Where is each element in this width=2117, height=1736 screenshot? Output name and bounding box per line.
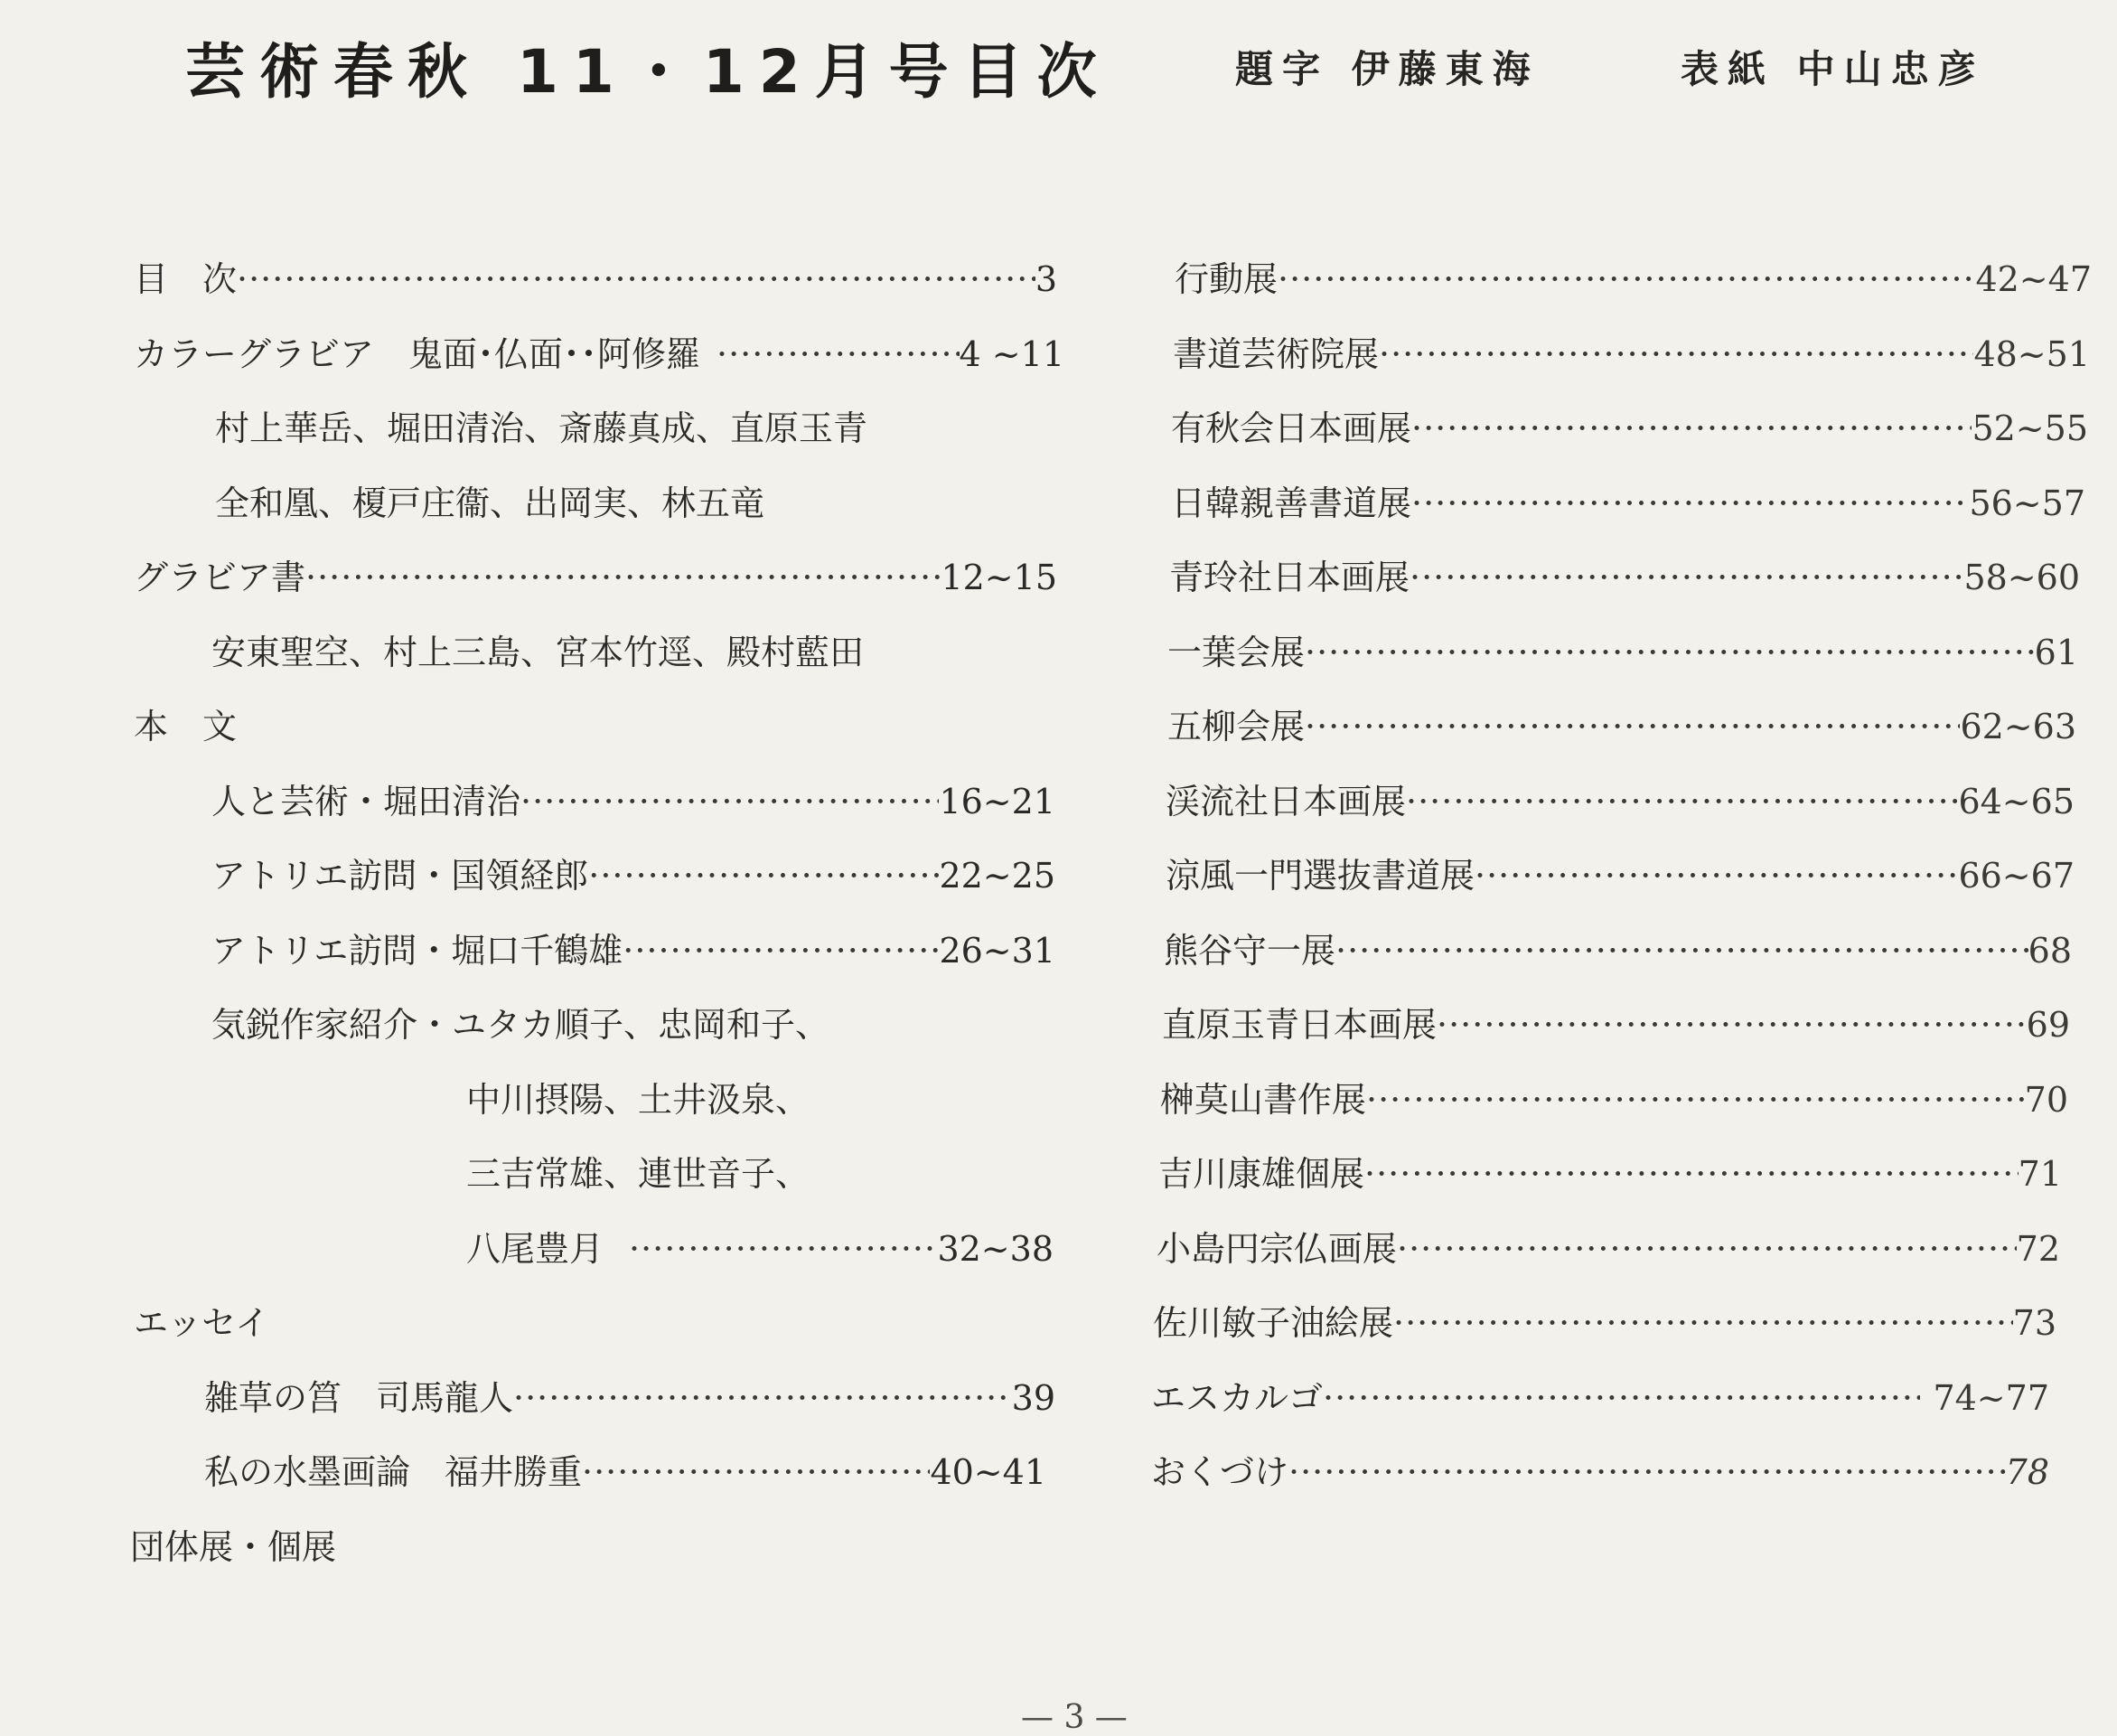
entry-page: 40~41 (930, 1452, 1046, 1492)
entry-page: 48~51 (1973, 333, 2090, 374)
toc-entry (134, 391, 1073, 466)
dot-leader (513, 1374, 1012, 1422)
entry-page: 26~31 (939, 930, 1055, 971)
toc-entry (1151, 1435, 2092, 1510)
toc-entry (1157, 765, 2092, 840)
dot-leader (1411, 479, 1969, 528)
dot-leader (1364, 1150, 2019, 1198)
entry-page: 32~38 (937, 1228, 1054, 1269)
entry-title: グラビア書 (134, 558, 306, 597)
entry-page: 42~47 (1975, 259, 2092, 299)
entry-page: 39 (1011, 1377, 1055, 1418)
dot-leader (629, 1225, 937, 1273)
entry-title: 榊莫山書作展 (1160, 1079, 1367, 1120)
entry-title: おくづけ (1151, 1452, 1289, 1492)
entry-title: 吉川康雄個展 (1158, 1154, 1365, 1194)
right-column (1151, 242, 2092, 1510)
entry-title: 安東聖空、村上三島、宮本竹逕、殿村藍田 (211, 632, 865, 672)
dot-leader (1437, 1000, 2027, 1049)
entry-title: カラーグラビア 鬼面･仏面･･阿修羅 (134, 333, 701, 374)
dot-leader (1278, 255, 1975, 304)
toc-entry (134, 1063, 1073, 1138)
entry-title: 気鋭作家紹介・ユタカ順子、忠岡和子、 (211, 1005, 830, 1045)
dot-leader (582, 1448, 930, 1497)
entry-title: 雑草の筥 司馬龍人 (204, 1377, 514, 1418)
toc-entry (1157, 914, 2092, 989)
section-title: 団体展・個展 (130, 1526, 337, 1567)
toc-entry (134, 540, 1073, 615)
entry-page: 70 (2024, 1079, 2068, 1120)
entry-page: 74~77 (1933, 1377, 2049, 1418)
entry-title: 村上華岳、堀田清治、斎藤真成、直原玉青 (215, 408, 868, 448)
toc-entry (134, 466, 1073, 541)
entry-page: 73 (2012, 1303, 2056, 1343)
entry-title: 人と芸術・堀田清治 (211, 781, 521, 821)
toc-entry (1157, 690, 2092, 765)
entry-page: 12~15 (941, 558, 1057, 597)
toc-entry (134, 988, 1073, 1063)
entry-page: 62~63 (1960, 707, 2076, 746)
toc-entry (134, 615, 1073, 690)
dot-leader (305, 553, 941, 602)
toc-entry (1157, 391, 2092, 466)
entry-page: 4 ~11 (959, 333, 1064, 374)
toc-entry (1157, 466, 2092, 541)
entry-page: 3 (1035, 259, 1057, 299)
dot-leader (1411, 404, 1972, 453)
dot-leader (1397, 1225, 2017, 1273)
entry-title: 青玲社日本画展 (1169, 558, 1410, 597)
entry-title: 有秋会日本画展 (1171, 408, 1412, 448)
entry-page: 58~60 (1963, 558, 2080, 597)
entry-page: 61 (2034, 632, 2078, 672)
entry-page: 71 (2018, 1154, 2062, 1194)
toc-entry (134, 242, 1073, 317)
page-title: 芸術春秋 11・12月号目次 (185, 37, 1111, 107)
entry-title: 涼風一門選抜書道展 (1166, 856, 1475, 896)
toc-section-heading (130, 1510, 1073, 1585)
entry-page: 64~65 (1958, 781, 2075, 821)
dot-leader (1305, 702, 1960, 751)
toc-entry (1157, 1063, 2092, 1138)
entry-title: エスカルゴ (1151, 1377, 1324, 1418)
entry-page: 68 (2028, 930, 2072, 971)
toc-entry (1157, 988, 2092, 1063)
toc-entry (134, 914, 1073, 989)
dot-leader (1323, 1374, 1920, 1422)
calligraphy-credit: 題字 伊藤東海 (1235, 47, 1540, 91)
entry-title: 八尾豊月 (466, 1228, 604, 1269)
toc-entry (134, 317, 1073, 392)
entry-title: 一葉会展 (1167, 632, 1306, 672)
entry-page: 72 (2016, 1228, 2060, 1269)
entry-page: 56~57 (1969, 483, 2085, 523)
entry-title: 行動展 (1175, 259, 1279, 299)
dot-leader (520, 777, 939, 826)
toc-section-heading (134, 690, 1073, 765)
entry-title: 五柳会展 (1167, 707, 1306, 746)
dot-leader (1406, 777, 1958, 826)
entry-title: アトリエ訪問・堀口千鶴雄 (211, 930, 623, 971)
dot-leader (1366, 1075, 2025, 1124)
section-title: 本 文 (134, 707, 238, 746)
entry-page: 52~55 (1972, 408, 2088, 448)
toc-entry (1157, 540, 2092, 615)
header (185, 16, 2045, 116)
entry-title: 書道芸術院展 (1173, 333, 1380, 374)
toc-entry (1157, 1137, 2092, 1212)
dot-leader (1410, 553, 1963, 602)
entry-page: 16~21 (939, 781, 1055, 821)
dot-leader (1305, 628, 2035, 677)
entry-title: 熊谷守一展 (1164, 930, 1336, 971)
dot-leader (1379, 330, 1973, 379)
dot-leader (1393, 1299, 2013, 1347)
entry-title: 直原玉青日本画展 (1162, 1005, 1438, 1045)
entry-title: 中川摂陽、土井汲泉、 (466, 1079, 810, 1120)
dot-leader (588, 851, 939, 900)
toc-entry (134, 765, 1073, 840)
entry-title: 全和凰、榎戸庄衞、出岡実、林五竜 (215, 483, 765, 523)
dot-leader (237, 255, 1035, 304)
toc-entry (134, 1361, 1073, 1436)
toc-entry (1157, 317, 2092, 392)
cover-credit: 表紙 中山忠彦 (1681, 47, 1985, 91)
entry-title: 私の水墨画論 福井勝重 (204, 1452, 583, 1492)
entry-title: 目 次 (134, 259, 238, 299)
toc-entry (1153, 1286, 2092, 1361)
entry-title: 佐川敏子油絵展 (1153, 1303, 1394, 1343)
toc-entry (1157, 615, 2092, 690)
dot-leader (1475, 851, 1958, 900)
entry-title: アトリエ訪問・国領経郎 (211, 856, 589, 896)
toc-entry (134, 1137, 1073, 1212)
toc-entry (1157, 839, 2092, 914)
toc-entry (134, 839, 1073, 914)
entry-title: 日韓親善書道展 (1171, 483, 1412, 523)
entry-title: 渓流社日本画展 (1166, 781, 1407, 821)
page-number: — 3 — (1021, 1699, 1128, 1736)
toc-entry (1157, 1212, 2092, 1287)
section-title: エッセイ (134, 1303, 270, 1343)
entry-title: 三吉常雄、連世音子、 (466, 1154, 810, 1194)
toc-entry (1151, 1361, 2092, 1436)
dot-leader (623, 926, 939, 975)
entry-page: 69 (2026, 1005, 2070, 1045)
toc-entry (134, 1212, 1073, 1287)
dot-leader (717, 330, 960, 379)
left-column (130, 242, 1073, 1584)
entry-title: 小島円宗仏画展 (1157, 1228, 1398, 1269)
toc-entry (134, 1435, 1073, 1510)
toc-section-heading (134, 1286, 1073, 1361)
entry-page: 66~67 (1958, 856, 2075, 896)
entry-page: 22~25 (939, 856, 1055, 896)
entry-page: 78 (2005, 1452, 2049, 1492)
dot-leader (1288, 1448, 2006, 1497)
toc-entry (1157, 242, 2092, 317)
dot-leader (1335, 926, 2028, 975)
